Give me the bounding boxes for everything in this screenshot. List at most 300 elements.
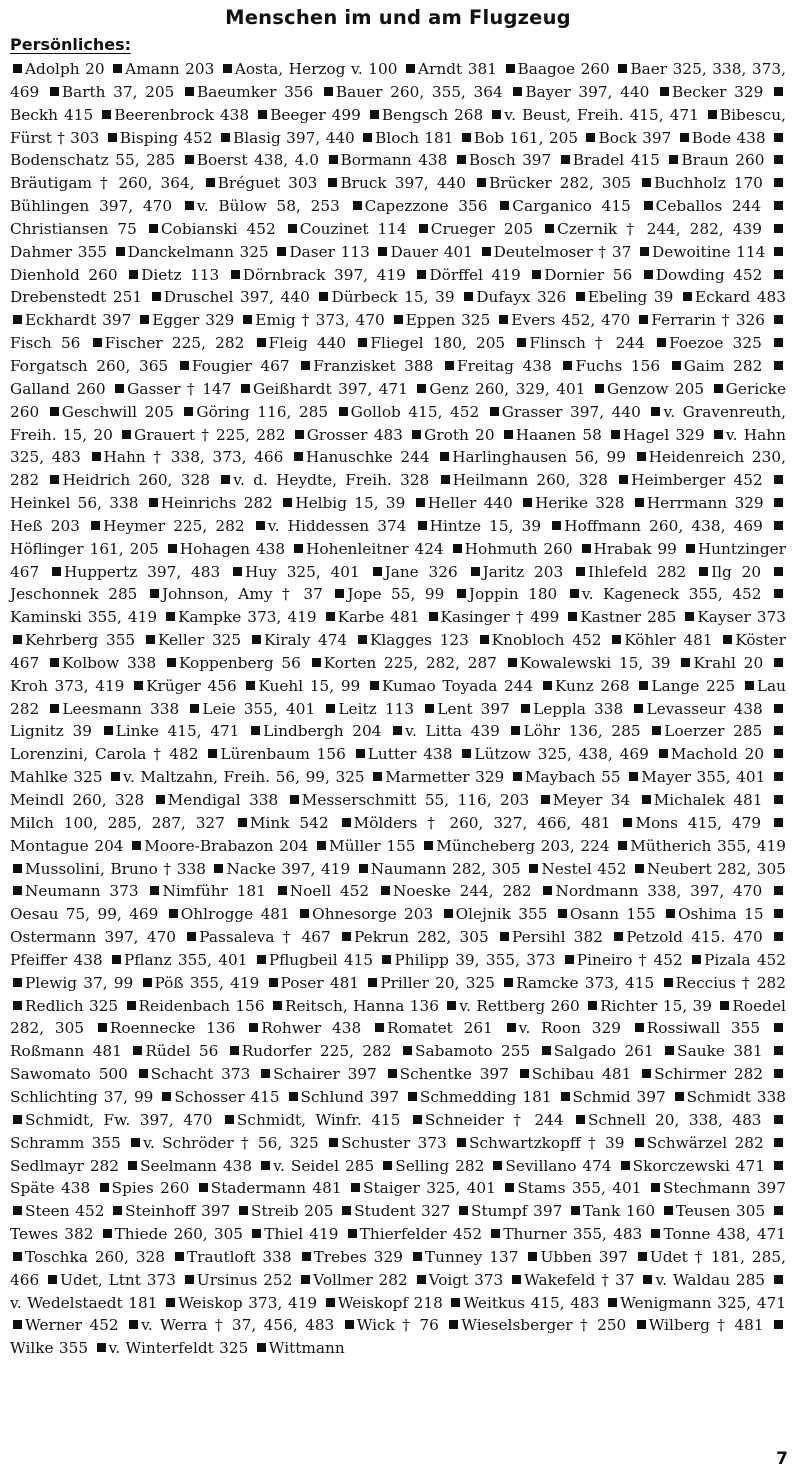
index-entry: Fischer 225, 282 xyxy=(104,334,245,353)
index-entry: Kehrberg 355 xyxy=(25,631,136,650)
square-bullet-icon xyxy=(774,795,783,804)
index-entry: Dahmer 355 xyxy=(10,242,107,261)
square-bullet-icon xyxy=(261,1069,270,1078)
index-entry: Petzold 415. 470 xyxy=(626,928,763,947)
square-bullet-icon xyxy=(278,886,287,895)
square-bullet-icon xyxy=(249,1023,258,1032)
square-bullet-icon xyxy=(429,612,438,621)
square-bullet-icon xyxy=(635,1138,644,1147)
index-entry: Stumpf 397 xyxy=(471,1202,563,1221)
square-bullet-icon xyxy=(614,932,623,941)
square-bullet-icon xyxy=(98,1023,107,1032)
square-bullet-icon xyxy=(529,864,538,873)
square-bullet-icon xyxy=(129,1320,138,1329)
index-entry: Naumann 282, 305 xyxy=(370,859,521,878)
index-entry: Bodenschatz 55, 285 xyxy=(10,151,176,170)
square-bullet-icon xyxy=(108,133,117,142)
square-bullet-icon xyxy=(635,1023,644,1032)
index-entry: Köster 467 xyxy=(10,631,786,672)
index-entry: Jaritz 203 xyxy=(482,562,564,581)
index-entry: Heidenreich 230, 282 xyxy=(10,448,786,490)
square-bullet-icon xyxy=(419,224,428,233)
square-bullet-icon xyxy=(640,247,649,256)
index-entry: Korten 225, 282, 287 xyxy=(323,653,497,672)
square-bullet-icon xyxy=(523,498,532,507)
index-entry: Harlinghausen 56, 99 xyxy=(452,448,626,467)
square-bullet-icon xyxy=(659,749,668,758)
index-entry: Eppen 325 xyxy=(405,311,491,330)
index-entry: Jeschonnek 285 xyxy=(10,585,138,604)
index-entry: Müncheberg 203, 224 xyxy=(436,836,610,855)
square-bullet-icon xyxy=(462,749,471,758)
square-bullet-icon xyxy=(480,635,489,644)
square-bullet-icon xyxy=(520,1069,529,1078)
square-bullet-icon xyxy=(312,658,321,667)
index-entry: Ferrarin † 326 xyxy=(651,311,766,330)
index-entry: Rudorfer 225, 282 xyxy=(241,1042,392,1061)
index-entry: Barth 37, 205 xyxy=(61,82,175,101)
square-bullet-icon xyxy=(368,978,377,987)
index-entry: Sauke 381 xyxy=(677,1042,763,1061)
square-bullet-icon xyxy=(115,384,124,393)
index-entry: Späte 438 xyxy=(10,1179,91,1198)
index-entry: Huy 325, 401 xyxy=(245,562,360,581)
square-bullet-icon xyxy=(565,955,574,964)
index-entry: Tewes 382 xyxy=(10,1225,94,1244)
index-entry: Thierfelder 452 xyxy=(359,1225,483,1244)
square-bullet-icon xyxy=(774,772,783,781)
index-entry: v. Werra † 37, 456, 483 xyxy=(141,1316,335,1335)
index-entry: Ubben 397 xyxy=(540,1247,628,1266)
square-bullet-icon xyxy=(512,1275,521,1284)
index-entry: Fisch 56 xyxy=(10,334,81,353)
square-bullet-icon xyxy=(345,1320,354,1329)
index-entry: v. Hiddessen 374 xyxy=(267,516,407,535)
index-entry: Sevillano 474 xyxy=(505,1156,612,1175)
index-entry: Moore-Brabazon 204 xyxy=(144,836,309,855)
index-entry: Heß 203 xyxy=(10,516,80,535)
index-entry: Kiraly 474 xyxy=(263,631,348,650)
index-entry: Skorczewski 471 xyxy=(632,1156,765,1175)
square-bullet-icon xyxy=(373,567,382,576)
index-entry: Spies 260 xyxy=(111,1179,190,1198)
square-bullet-icon xyxy=(642,178,651,187)
index-entry: Kroh 373, 419 xyxy=(10,676,125,695)
square-bullet-icon xyxy=(513,87,522,96)
square-bullet-icon xyxy=(146,635,155,644)
index-entry: Kuehl 15, 99 xyxy=(258,676,361,695)
index-entry: Milch 100, 285, 287, 327 xyxy=(10,813,225,832)
square-bullet-icon xyxy=(149,498,158,507)
square-bullet-icon xyxy=(611,430,620,439)
square-bullet-icon xyxy=(180,361,189,370)
square-bullet-icon xyxy=(447,1001,456,1010)
square-bullet-icon xyxy=(499,315,508,324)
square-bullet-icon xyxy=(353,201,362,210)
index-entry: Evers 452, 470 xyxy=(511,311,631,330)
index-entry: Wenigmann 325, 471 xyxy=(620,1293,786,1312)
index-entry: Mölders † 260, 327, 466, 481 xyxy=(353,813,611,832)
square-bullet-icon xyxy=(621,1161,630,1170)
square-bullet-icon xyxy=(774,521,783,530)
index-entry: Marmetter 329 xyxy=(385,768,505,787)
index-entry: v. Schröder † 56, 325 xyxy=(143,1133,319,1152)
square-bullet-icon xyxy=(221,133,230,142)
index-entry: Reidenbach 156 xyxy=(138,996,265,1015)
square-bullet-icon xyxy=(774,133,783,142)
square-bullet-icon xyxy=(243,315,252,324)
square-bullet-icon xyxy=(302,1252,311,1261)
square-bullet-icon xyxy=(294,452,303,461)
square-bullet-icon xyxy=(418,521,427,530)
index-entry: Schramm 355 xyxy=(10,1133,121,1152)
index-entry: Roedel 282, 305 xyxy=(10,996,786,1038)
square-bullet-icon xyxy=(261,1161,270,1170)
index-entry: Egger 329 xyxy=(152,311,235,330)
index-entry: Wittmann xyxy=(268,1339,345,1358)
index-entry: Heimberger 452 xyxy=(631,471,763,490)
square-bullet-icon xyxy=(552,521,561,530)
square-bullet-icon xyxy=(206,178,215,187)
square-bullet-icon xyxy=(774,247,783,256)
square-bullet-icon xyxy=(639,681,648,690)
index-entry: Linke 415, 471 xyxy=(115,722,240,741)
index-entry: Wilke 355 xyxy=(10,1339,89,1358)
index-entry: Pekrun 282, 305 xyxy=(354,928,489,947)
square-bullet-icon xyxy=(558,909,567,918)
index-entry: Pizala 452 xyxy=(704,950,787,969)
index-entry: Tonne 438, 471 xyxy=(663,1225,787,1244)
square-bullet-icon xyxy=(507,1023,516,1032)
index-entry: Krüger 456 xyxy=(146,676,237,695)
index-entry: Couzinet 114 xyxy=(299,219,407,238)
index-entry: v. Seidel 285 xyxy=(273,1156,375,1175)
index-entry: Thurner 355, 483 xyxy=(503,1225,643,1244)
square-bullet-icon xyxy=(403,1046,412,1055)
square-bullet-icon xyxy=(692,955,701,964)
square-bullet-icon xyxy=(570,589,579,598)
index-entry: Lorenzini, Carola † 482 xyxy=(10,745,199,764)
index-entry: Forgatsch 260, 365 xyxy=(10,356,169,375)
index-entry: Wakefeld † 37 xyxy=(524,1270,635,1289)
index-entry: Beckh 415 xyxy=(10,105,94,124)
index-entry: Becker 329 xyxy=(672,82,764,101)
square-bullet-icon xyxy=(774,589,783,598)
square-bullet-icon xyxy=(289,1092,298,1101)
index-entry: Bisping 452 xyxy=(119,128,213,147)
index-entry: Levasseur 438 xyxy=(646,699,763,718)
square-bullet-icon xyxy=(543,681,552,690)
index-entry: Leie 355, 401 xyxy=(202,699,316,718)
index-entry: Bréguet 303 xyxy=(217,174,318,193)
square-bullet-icon xyxy=(471,567,480,576)
square-bullet-icon xyxy=(413,1115,422,1124)
square-bullet-icon xyxy=(233,567,242,576)
square-bullet-icon xyxy=(150,886,159,895)
index-entry: Höflinger 161, 205 xyxy=(10,539,159,558)
index-entry: Franzisket 388 xyxy=(313,356,434,375)
square-bullet-icon xyxy=(127,1001,136,1010)
index-entry: Nacke 397, 419 xyxy=(226,859,351,878)
square-bullet-icon xyxy=(50,658,59,667)
index-entry: Schwärzel 282 xyxy=(646,1133,764,1152)
square-bullet-icon xyxy=(356,749,365,758)
square-bullet-icon xyxy=(378,247,387,256)
index-entry: Galland 260 xyxy=(10,379,106,398)
index-entry: Schentke 397 xyxy=(399,1065,509,1084)
index-entry: Selling 282 xyxy=(395,1156,485,1175)
square-bullet-icon xyxy=(511,726,520,735)
index-entry: Tunney 137 xyxy=(424,1247,519,1266)
index-entry: v. Maltzahn, Freih. 56, 99, 325 xyxy=(123,768,365,787)
index-entry: Ebeling 39 xyxy=(587,288,674,307)
index-entry: Stams 355, 401 xyxy=(517,1179,642,1198)
square-bullet-icon xyxy=(13,64,22,73)
index-entry: Boerst 438, 4.0 xyxy=(196,151,320,170)
index-entry: Hohagen 438 xyxy=(179,539,286,558)
index-entry: Schairer 397 xyxy=(273,1065,377,1084)
index-entry: Schmid 397 xyxy=(572,1087,666,1106)
square-bullet-icon xyxy=(576,292,585,301)
square-bullet-icon xyxy=(774,338,783,347)
index-entry: Mütherich 355, 419 xyxy=(630,836,786,855)
square-bullet-icon xyxy=(504,430,513,439)
square-bullet-icon xyxy=(91,521,100,530)
index-entry: Heidrich 260, 328 xyxy=(62,471,210,490)
square-bullet-icon xyxy=(417,1275,426,1284)
index-entry: Schmidt 338 xyxy=(686,1087,786,1106)
index-entry: Capezzone 356 xyxy=(364,197,488,216)
square-bullet-icon xyxy=(190,704,199,713)
name-index xyxy=(10,58,786,1360)
index-entry: Eckard 483 xyxy=(694,288,786,307)
index-entry: Redlich 325 xyxy=(25,996,119,1015)
square-bullet-icon xyxy=(381,886,390,895)
square-bullet-icon xyxy=(774,932,783,941)
index-entry: Knobloch 452 xyxy=(491,631,602,650)
square-bullet-icon xyxy=(708,110,717,119)
index-entry: Pöß 355, 419 xyxy=(154,973,260,992)
square-bullet-icon xyxy=(618,64,627,73)
index-entry: Dowding 452 xyxy=(655,265,763,284)
square-bullet-icon xyxy=(112,955,121,964)
square-bullet-icon xyxy=(686,544,695,553)
square-bullet-icon xyxy=(239,1206,248,1215)
square-bullet-icon xyxy=(652,726,661,735)
index-entry: Hintze 15, 39 xyxy=(429,516,542,535)
index-entry: Ohlrogge 481 xyxy=(180,905,290,924)
index-entry: Lützow 325, 438, 469 xyxy=(474,745,649,764)
square-bullet-icon xyxy=(651,407,660,416)
index-entry: Roßmann 481 xyxy=(10,1042,122,1061)
square-bullet-icon xyxy=(644,201,653,210)
square-bullet-icon xyxy=(774,658,783,667)
index-entry: Steen 452 xyxy=(25,1202,105,1221)
index-entry: Ihlefeld 282 xyxy=(588,562,687,581)
index-entry: Weitkus 415, 483 xyxy=(463,1293,600,1312)
index-entry: Weiskopf 218 xyxy=(337,1293,443,1312)
square-bullet-icon xyxy=(13,864,22,873)
square-bullet-icon xyxy=(504,978,513,987)
index-entry: Hrabak 99 xyxy=(593,539,677,558)
index-entry: Romatet 261 xyxy=(387,1019,493,1038)
index-entry: Schlund 397 xyxy=(300,1087,399,1106)
index-entry: Bauer 260, 355, 364 xyxy=(335,82,503,101)
square-bullet-icon xyxy=(317,841,326,850)
square-bullet-icon xyxy=(612,635,621,644)
index-entry: Oesau 75, 99, 469 xyxy=(10,905,159,924)
square-bullet-icon xyxy=(257,955,266,964)
index-entry: Huppertz 397, 483 xyxy=(64,562,221,581)
index-entry: Schuster 373 xyxy=(341,1133,447,1152)
square-bullet-icon xyxy=(294,544,303,553)
square-bullet-icon xyxy=(150,589,159,598)
index-entry: Neumann 373 xyxy=(25,882,139,901)
square-bullet-icon xyxy=(459,1206,468,1215)
square-bullet-icon xyxy=(167,658,176,667)
square-bullet-icon xyxy=(394,315,403,324)
index-entry: Salgado 261 xyxy=(553,1042,654,1061)
square-bullet-icon xyxy=(348,1229,357,1238)
square-bullet-icon xyxy=(97,1343,106,1352)
index-entry: Cobianski 452 xyxy=(160,219,276,238)
square-bullet-icon xyxy=(508,658,517,667)
square-bullet-icon xyxy=(635,498,644,507)
index-entry: Geißhardt 397, 471 xyxy=(253,379,408,398)
index-entry: Dörnbrack 397, 419 xyxy=(242,265,406,284)
index-entry: Fougier 467 xyxy=(191,356,290,375)
square-bullet-icon xyxy=(104,726,113,735)
index-entry: Bosch 397 xyxy=(468,151,552,170)
index-entry: Wieselsberger † 250 xyxy=(461,1316,627,1335)
page-title: Menschen im und am Flugzeug xyxy=(225,6,571,29)
square-bullet-icon xyxy=(500,932,509,941)
square-bullet-icon xyxy=(342,818,351,827)
index-entry: Dewoitine 114 xyxy=(652,242,766,261)
index-entry: Mons 415, 479 xyxy=(635,813,762,832)
index-entry: Noell 452 xyxy=(289,882,370,901)
index-entry: Mahlke 325 xyxy=(10,768,103,787)
index-entry: Ramcke 373, 415 xyxy=(516,973,655,992)
square-bullet-icon xyxy=(221,475,230,484)
index-entry: Groth 20 xyxy=(424,425,495,444)
index-entry: Toschka 260, 328 xyxy=(25,1247,166,1266)
index-entry: Heilmann 260, 328 xyxy=(452,471,608,490)
square-bullet-icon xyxy=(482,247,491,256)
square-bullet-icon xyxy=(128,1161,137,1170)
index-entry: Kampke 373, 419 xyxy=(178,608,317,627)
index-entry: Kowalewski 15, 39 xyxy=(519,653,671,672)
section-heading: Persönliches: xyxy=(10,35,131,54)
index-entry: Schnell 20, 338, 483 xyxy=(588,1110,762,1129)
index-entry: Herrmann 329 xyxy=(646,494,764,513)
index-entry: Lürenbaum 156 xyxy=(220,745,346,764)
index-entry: Messerschmitt 55, 116, 203 xyxy=(301,791,530,809)
square-bullet-icon xyxy=(561,155,570,164)
square-bullet-icon xyxy=(595,384,604,393)
square-bullet-icon xyxy=(774,315,783,324)
square-bullet-icon xyxy=(720,1001,729,1010)
square-bullet-icon xyxy=(13,978,22,987)
square-bullet-icon xyxy=(774,178,783,187)
square-bullet-icon xyxy=(166,612,175,621)
index-entry: Rossiwall 355 xyxy=(646,1019,761,1038)
index-entry: v. Bülow 58, 253 xyxy=(196,197,340,216)
index-entry: Thiede 260, 305 xyxy=(114,1225,244,1244)
index-entry: Staiger 325, 401 xyxy=(363,1179,496,1198)
square-bullet-icon xyxy=(382,955,391,964)
square-bullet-icon xyxy=(660,87,669,96)
square-bullet-icon xyxy=(375,1023,384,1032)
square-bullet-icon xyxy=(370,681,379,690)
index-entry: Koppenberg 56 xyxy=(178,653,301,672)
index-entry: Ursinus 252 xyxy=(196,1270,293,1289)
square-bullet-icon xyxy=(424,841,433,850)
index-entry: Trebes 329 xyxy=(313,1247,403,1266)
square-bullet-icon xyxy=(506,64,515,73)
index-entry: Krahl 20 xyxy=(693,653,764,672)
square-bullet-icon xyxy=(52,567,61,576)
square-bullet-icon xyxy=(92,452,101,461)
index-entry: Kayser 373 xyxy=(697,608,786,627)
square-bullet-icon xyxy=(251,726,260,735)
square-bullet-icon xyxy=(111,772,120,781)
square-bullet-icon xyxy=(132,841,141,850)
square-bullet-icon xyxy=(238,818,247,827)
square-bullet-icon xyxy=(774,87,783,96)
index-entry: Lange 225 xyxy=(651,676,736,695)
square-bullet-icon xyxy=(408,1092,417,1101)
square-bullet-icon xyxy=(231,270,240,279)
index-entry: Kastner 285 xyxy=(580,608,677,627)
square-bullet-icon xyxy=(500,201,509,210)
index-entry: Udet † 181, 285, 466 xyxy=(10,1247,786,1289)
index-entry: Herike 328 xyxy=(535,494,625,513)
index-entry: Maybach 55 xyxy=(524,768,621,787)
square-bullet-icon xyxy=(576,567,585,576)
square-bullet-icon xyxy=(417,384,426,393)
index-entry: Dietz 113 xyxy=(141,265,220,284)
square-bullet-icon xyxy=(582,544,591,553)
index-entry: Schwartzkopff † 39 xyxy=(469,1133,625,1152)
index-entry: v. Winterfeldt 325 xyxy=(108,1339,249,1358)
square-bullet-icon xyxy=(644,270,653,279)
square-bullet-icon xyxy=(326,704,335,713)
square-bullet-icon xyxy=(258,110,267,119)
square-bullet-icon xyxy=(140,315,149,324)
square-bullet-icon xyxy=(363,133,372,142)
square-bullet-icon xyxy=(774,1161,783,1170)
index-entry: Baer 325, 338, 373, 469 xyxy=(10,60,786,101)
index-entry: Bock 397 xyxy=(598,128,672,147)
square-bullet-icon xyxy=(335,589,344,598)
index-entry: Foezoe 325 xyxy=(669,334,762,353)
square-bullet-icon xyxy=(774,1023,783,1032)
square-bullet-icon xyxy=(50,475,59,484)
square-bullet-icon xyxy=(774,704,783,713)
index-entry: Gericke 260 xyxy=(10,379,787,421)
index-entry: Buchholz 170 xyxy=(654,174,763,193)
square-bullet-icon xyxy=(464,292,473,301)
square-bullet-icon xyxy=(490,407,499,416)
index-entry: Sabamoto 255 xyxy=(415,1042,531,1061)
square-bullet-icon xyxy=(185,201,194,210)
index-entry: Gollob 415, 452 xyxy=(350,402,480,421)
square-bullet-icon xyxy=(199,1183,208,1192)
square-bullet-icon xyxy=(634,704,643,713)
square-bullet-icon xyxy=(169,909,178,918)
square-bullet-icon xyxy=(477,178,486,187)
